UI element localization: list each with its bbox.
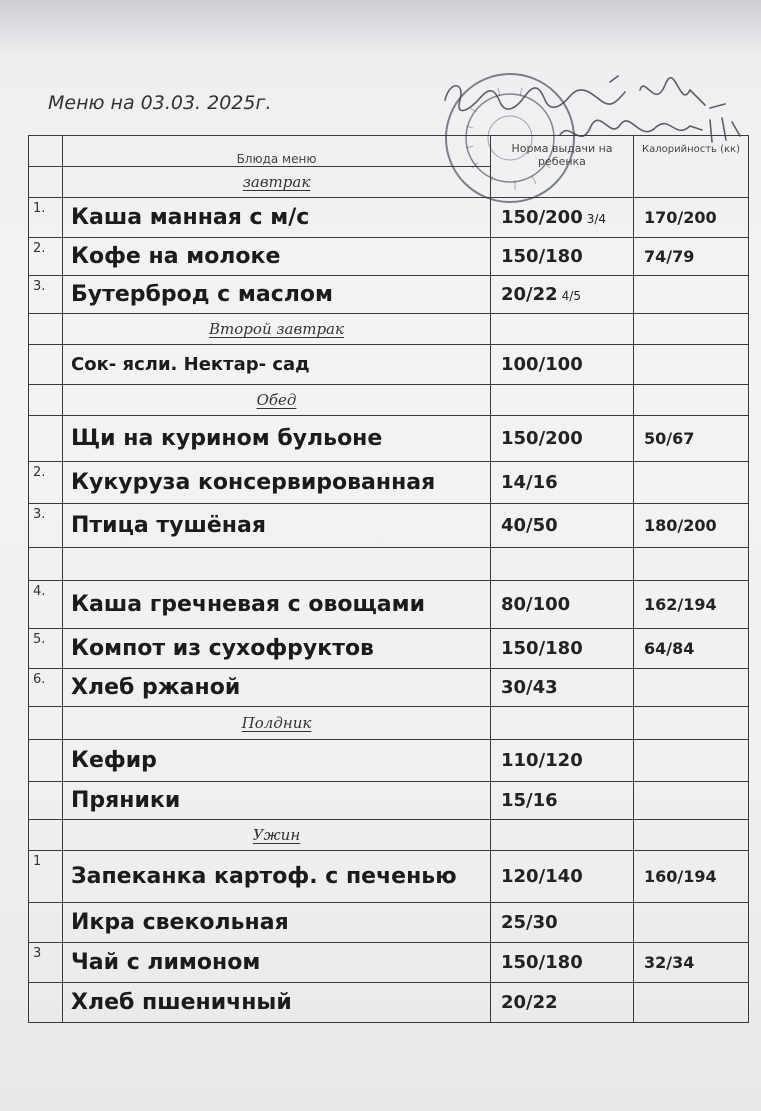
- kcal-value: [634, 983, 749, 1023]
- header-kcal-column: Калорийность (кк): [634, 136, 749, 198]
- section-row: [29, 707, 749, 740]
- section-row: [29, 820, 749, 851]
- norm-value: 15/16: [501, 790, 558, 811]
- norm-cell: [491, 669, 634, 707]
- norm-cell: [491, 276, 634, 314]
- norm-value: 150/180: [501, 638, 583, 659]
- kcal-value: 50/67: [634, 416, 749, 462]
- kcal-cell: [634, 820, 749, 851]
- menu-item-row: [29, 983, 749, 1023]
- item-number: 2.: [29, 462, 63, 504]
- kcal-value: [634, 462, 749, 504]
- num-cell: [29, 707, 63, 740]
- norm-cell: [491, 198, 634, 238]
- norm-cell: [491, 943, 634, 983]
- norm-cell: [491, 707, 634, 740]
- norm-cell: [491, 820, 634, 851]
- item-number: 2.: [29, 238, 63, 276]
- dish-name: Сок- ясли. Нектар- сад: [63, 345, 491, 385]
- norm-value: 150/200: [501, 428, 583, 449]
- norm-cell: [491, 903, 634, 943]
- dish-name: Икра свекольная: [63, 903, 491, 943]
- menu-item-row: [29, 504, 749, 548]
- norm-cell: [491, 345, 634, 385]
- num-cell: [29, 385, 63, 416]
- kcal-value: [634, 345, 749, 385]
- num-cell: [29, 548, 63, 581]
- menu-table-body: [29, 136, 749, 1023]
- menu-item-row: [29, 581, 749, 629]
- menu-item-row: [29, 276, 749, 314]
- norm-cell: [491, 629, 634, 669]
- norm-cell: [491, 851, 634, 903]
- dish-name: Каша гречневая с овощами: [63, 581, 491, 629]
- norm-note: 4/5: [561, 289, 581, 303]
- dish-name: Компот из сухофруктов: [63, 629, 491, 669]
- menu-item-row: [29, 629, 749, 669]
- header-norm-column: Норма выдачи на ребенка: [491, 136, 634, 198]
- norm-value: 150/180: [501, 952, 583, 973]
- section-label: завтрак: [63, 167, 491, 198]
- dish-name: Запеканка картоф. с печенью: [63, 851, 491, 903]
- kcal-cell: [634, 548, 749, 581]
- kcal-value: 32/34: [634, 943, 749, 983]
- norm-cell: [491, 548, 634, 581]
- num-cell: [29, 167, 63, 198]
- menu-item-row: [29, 782, 749, 820]
- kcal-value: 160/194: [634, 851, 749, 903]
- norm-value: 110/120: [501, 750, 583, 771]
- norm-value: 80/100: [501, 594, 571, 615]
- header-row: [29, 136, 749, 167]
- norm-cell: [491, 581, 634, 629]
- norm-value: 20/22: [501, 992, 558, 1013]
- norm-cell: [491, 740, 634, 782]
- kcal-value: 74/79: [634, 238, 749, 276]
- kcal-value: [634, 740, 749, 782]
- menu-item-row: [29, 903, 749, 943]
- item-number: 4.: [29, 581, 63, 629]
- top-shadow: [0, 0, 761, 60]
- blank-row: [29, 548, 749, 581]
- num-cell: [29, 820, 63, 851]
- kcal-value: 170/200: [634, 198, 749, 238]
- num-cell: [29, 314, 63, 345]
- menu-item-row: [29, 851, 749, 903]
- dish-name: Пряники: [63, 782, 491, 820]
- norm-value: 20/22: [501, 284, 558, 305]
- norm-value: 14/16: [501, 472, 558, 493]
- kcal-cell: [634, 314, 749, 345]
- item-number: 5.: [29, 629, 63, 669]
- section-label: Ужин: [63, 820, 491, 851]
- section-label: Обед: [63, 385, 491, 416]
- section-label: Полдник: [63, 707, 491, 740]
- norm-value: 100/100: [501, 354, 583, 375]
- page-title: Меню на 03.03. 2025г.: [48, 92, 272, 114]
- item-number: [29, 903, 63, 943]
- dish-name: Щи на курином бульоне: [63, 416, 491, 462]
- norm-value: 30/43: [501, 677, 558, 698]
- norm-value: 120/140: [501, 866, 583, 887]
- dish-name: Кукуруза консервированная: [63, 462, 491, 504]
- item-number: 1.: [29, 198, 63, 238]
- norm-value: 25/30: [501, 912, 558, 933]
- dish-name: Кефир: [63, 740, 491, 782]
- kcal-value: [634, 276, 749, 314]
- dish-cell: [63, 548, 491, 581]
- dish-name: Чай с лимоном: [63, 943, 491, 983]
- menu-item-row: [29, 198, 749, 238]
- menu-item-row: [29, 943, 749, 983]
- kcal-cell: [634, 707, 749, 740]
- dish-name: Кофе на молоке: [63, 238, 491, 276]
- norm-cell: [491, 782, 634, 820]
- section-row: [29, 314, 749, 345]
- item-number: 3.: [29, 276, 63, 314]
- norm-value: 150/200: [501, 207, 583, 228]
- kcal-value: 64/84: [634, 629, 749, 669]
- norm-cell: [491, 504, 634, 548]
- kcal-value: 180/200: [634, 504, 749, 548]
- item-number: 1: [29, 851, 63, 903]
- header-cell-num: [29, 136, 63, 167]
- norm-value: 150/180: [501, 246, 583, 267]
- item-number: 6.: [29, 669, 63, 707]
- menu-item-row: [29, 416, 749, 462]
- kcal-value: [634, 782, 749, 820]
- norm-note: 3/4: [586, 212, 607, 226]
- menu-item-row: [29, 238, 749, 276]
- norm-value: 40/50: [501, 515, 558, 536]
- header-dish-column: Блюда меню: [63, 136, 491, 167]
- dish-name: Бутерброд с маслом: [63, 276, 491, 314]
- norm-cell: [491, 385, 634, 416]
- norm-cell: [491, 462, 634, 504]
- dish-name: Каша манная с м/с: [63, 198, 491, 238]
- kcal-value: 162/194: [634, 581, 749, 629]
- item-number: [29, 983, 63, 1023]
- dish-name: Птица тушёная: [63, 504, 491, 548]
- menu-item-row: [29, 462, 749, 504]
- item-number: [29, 345, 63, 385]
- norm-cell: [491, 416, 634, 462]
- item-number: [29, 740, 63, 782]
- dish-name: Хлеб пшеничный: [63, 983, 491, 1023]
- kcal-value: [634, 669, 749, 707]
- norm-cell: [491, 314, 634, 345]
- menu-table: [28, 135, 749, 1023]
- item-number: [29, 416, 63, 462]
- item-number: 3: [29, 943, 63, 983]
- norm-cell: [491, 983, 634, 1023]
- item-number: 3.: [29, 504, 63, 548]
- menu-item-row: [29, 669, 749, 707]
- section-row: [29, 385, 749, 416]
- item-number: [29, 782, 63, 820]
- norm-cell: [491, 238, 634, 276]
- dish-name: Хлеб ржаной: [63, 669, 491, 707]
- menu-item-row: [29, 345, 749, 385]
- menu-item-row: [29, 740, 749, 782]
- section-label: Второй завтрак: [63, 314, 491, 345]
- kcal-value: [634, 903, 749, 943]
- kcal-cell: [634, 385, 749, 416]
